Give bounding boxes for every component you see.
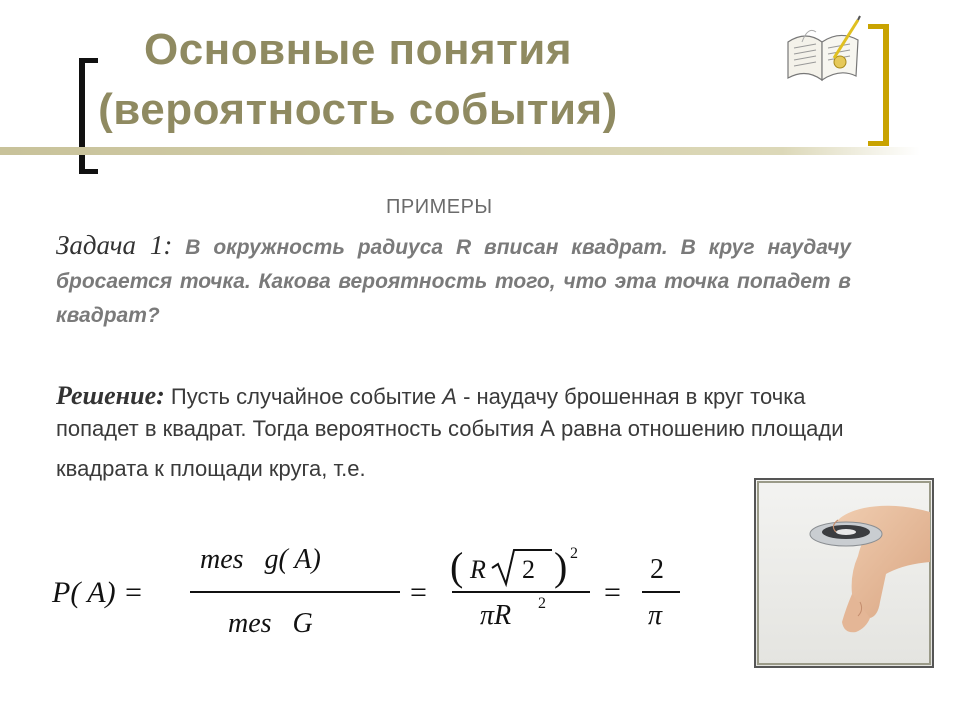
solution-text-3: квадрата к площади круга, т.е. [56,456,366,481]
formula-eq2: = [410,576,427,609]
open-book-icon [782,12,864,86]
solution-event: A [442,384,457,409]
title-line-1: Основные понятия [143,25,573,74]
formula-num2-two: 2 [522,555,535,584]
formula-lhs: P( A) = [52,576,144,609]
task-label: Задача 1: [56,230,173,260]
formula-eq3: = [604,576,621,609]
probability-formula [48,534,708,644]
right-bracket-decoration [866,24,890,146]
formula-num2 [450,544,578,589]
solution-text-2: - наудачу брошенная в круг точка попадет в квадрат. Тогда вероятность события А равна отношению площади [56,384,844,441]
svg-text:): ) [554,544,568,589]
formula-num2-r: R [470,555,486,584]
hand-holding-disc-photo [754,478,934,668]
formula-den3: π [648,600,663,631]
solution-paragraph [56,380,846,485]
formula-den2: πR [480,600,512,631]
slide-title [38,20,678,140]
title-underline [0,146,920,156]
svg-text:(: ( [450,544,464,589]
formula-num3: 2 [650,554,664,585]
examples-heading: ПРИМЕРЫ [386,196,493,218]
left-bracket-decoration [78,58,100,174]
solution-label: Решение: [56,381,165,410]
formula-den2-exp: 2 [538,595,546,612]
task-paragraph [56,228,851,333]
task-text: В окружность радиуса R вписан квадрат. В круг наудачу бросается точка. Какова вероятность того, что эта точка попадет в квадрат? [56,236,851,327]
formula-num1: mes g( A) [200,544,321,575]
formula-den1: mes G [228,608,313,639]
title-line-2: (вероятность события) [98,85,618,134]
solution-text-1: Пусть случайное событие [164,384,443,409]
formula-num2-exp: 2 [570,545,578,562]
